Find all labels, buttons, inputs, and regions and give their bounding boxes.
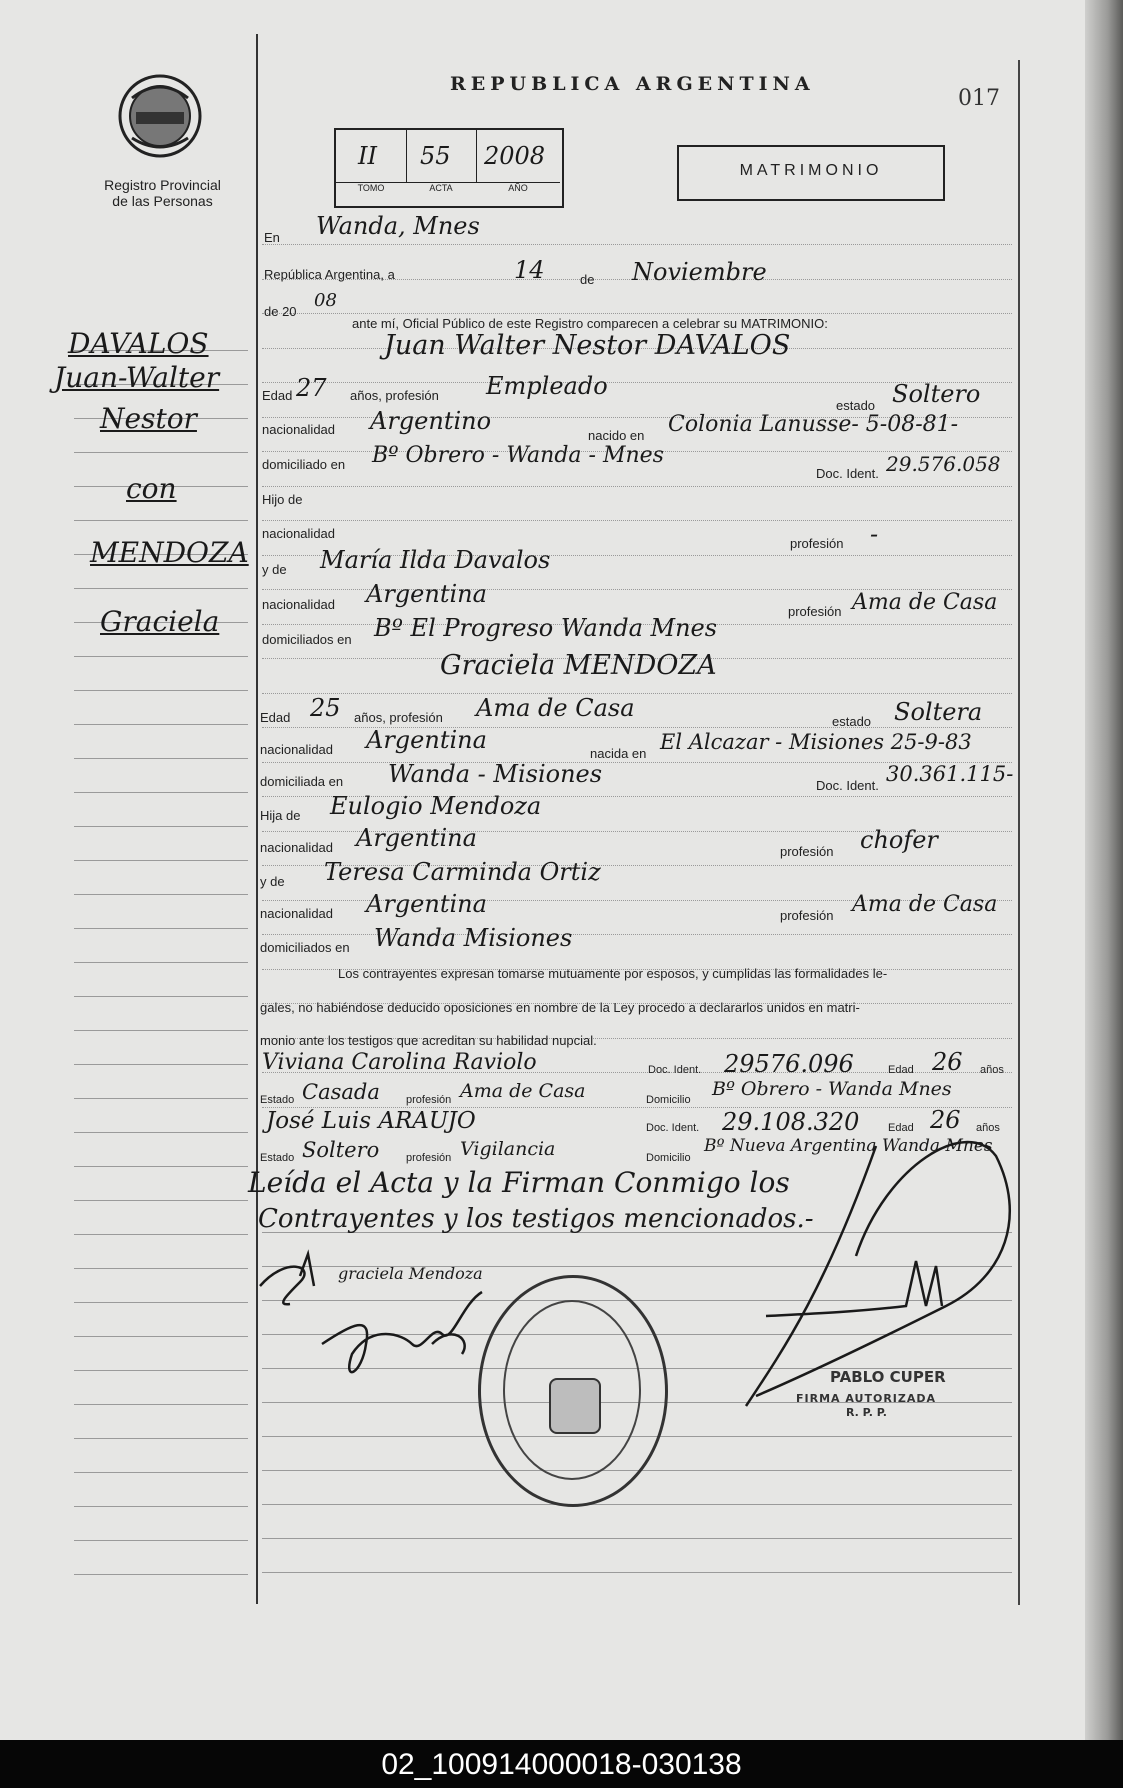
day-value: 14 <box>514 256 545 284</box>
bride-nac-madre-label: nacionalidad <box>260 906 334 921</box>
ruled-line <box>74 520 248 521</box>
groom-nacionalidad: Argentino <box>370 407 492 435</box>
groom-edad-label: Edad <box>262 388 293 403</box>
margin-given-groom: Juan-Walter <box>54 361 220 394</box>
ruled-line <box>262 486 1012 487</box>
groom-dom-padres: Bº El Progreso Wanda Mnes <box>374 614 718 642</box>
witness1-dom-label: Domicilio <box>646 1094 691 1106</box>
witness1-prof-label: profesión <box>406 1094 452 1106</box>
groom-doc: 29.576.058 <box>886 452 1001 476</box>
intro-statement: ante mí, Oficial Público de este Registro comparecen a celebrar su MATRIMONIO: <box>352 316 828 331</box>
witness2-prof-label: profesión <box>406 1152 452 1164</box>
ruled-line <box>74 588 248 589</box>
official-abbr: R. P. P. <box>846 1406 887 1419</box>
groom-nac-padre-label: nacionalidad <box>262 526 336 541</box>
acta-value: 55 <box>420 142 451 170</box>
groom-hijo-label: Hijo de <box>262 492 303 507</box>
ruled-line <box>74 792 248 793</box>
page-edge <box>1085 0 1123 1740</box>
ruled-line <box>74 1574 248 1575</box>
anio-cell <box>476 130 560 182</box>
act-type-box <box>677 145 945 201</box>
en-label: En <box>264 230 280 245</box>
margin-divider <box>256 34 258 1604</box>
ruled-line <box>262 244 1012 245</box>
witness2-estado-label: Estado <box>260 1152 295 1164</box>
groom-prof-padre-label: profesión <box>790 536 844 551</box>
ruled-line <box>74 758 248 759</box>
tomo-value: II <box>358 142 377 170</box>
margin-middle-groom: Nestor <box>100 402 197 435</box>
registry-line-2: de las Personas <box>112 193 213 209</box>
witness2-name: José Luis ARAUJO <box>266 1108 476 1134</box>
groom-domp-label: domiciliados en <box>262 632 352 647</box>
stamp-inner-ring <box>503 1300 641 1480</box>
year-label: de 20 <box>264 304 297 319</box>
groom-estado: Soltero <box>892 380 981 408</box>
ruled-line <box>74 1166 248 1167</box>
ruled-line <box>74 1472 248 1473</box>
groom-name: Juan Walter Nestor DAVALOS <box>384 330 791 361</box>
closing-line-1: Leída el Acta y la Firman Conmigo los <box>248 1166 790 1199</box>
bride-prof-padre-label: profesión <box>780 844 834 859</box>
ruled-line <box>74 1030 248 1031</box>
bride-nac-label: nacionalidad <box>260 742 334 757</box>
ruled-line <box>74 996 248 997</box>
groom-nac-label: nacionalidad <box>262 422 336 437</box>
ruled-line <box>74 1132 248 1133</box>
bride-edad-label: Edad <box>260 710 291 725</box>
tomo-label: TOMO <box>336 182 406 207</box>
ruled-line <box>74 1438 248 1439</box>
closing-line-2: Contrayentes y los testigos mencionados.- <box>258 1204 814 1234</box>
act-number-box <box>334 128 564 208</box>
witness2-edad-label: Edad <box>888 1122 914 1134</box>
bride-nac-madre: Argentina <box>366 890 487 918</box>
margin-connector: con <box>126 472 177 505</box>
declaration-line-2: gales, no habiéndose deducido oposiciones en nombre de la Ley procedo a declararlos unidos en matri- <box>260 1000 860 1015</box>
month-value: Noviembre <box>632 258 767 286</box>
document-id: 02_100914000018-030138 <box>381 1748 742 1781</box>
bride-profesion: Ama de Casa <box>476 694 635 722</box>
bride-edad: 25 <box>310 694 341 722</box>
act-type-label: MATRIMONIO <box>739 162 883 179</box>
folio-number: 017 <box>958 86 1000 111</box>
country-title: REPUBLICA ARGENTINA <box>450 73 815 95</box>
witness2-profesion: Vigilancia <box>460 1138 556 1160</box>
groom-doc-label: Doc. Ident. <box>816 466 879 481</box>
bride-prof-madre: Ama de Casa <box>852 892 998 917</box>
witness2-edad: 26 <box>930 1106 961 1134</box>
groom-profesion: Empleado <box>486 372 608 400</box>
groom-nac-madre: Argentina <box>366 580 487 608</box>
bride-domicilio: Wanda - Misiones <box>388 760 603 788</box>
bride-dom-padres: Wanda Misiones <box>374 924 573 952</box>
ruled-line <box>74 826 248 827</box>
ruled-line <box>74 656 248 657</box>
registry-name <box>95 177 230 209</box>
witness1-name: Viviana Carolina Raviolo <box>262 1050 537 1075</box>
ruled-line <box>74 962 248 963</box>
groom-nacido-en: Colonia Lanusse- 5-08-81- <box>668 412 959 437</box>
official-name: PABLO CUPER <box>830 1368 946 1386</box>
ruled-line <box>74 1506 248 1507</box>
ruled-line <box>74 928 248 929</box>
ruled-line <box>262 313 1012 314</box>
anio-value: 2008 <box>484 142 546 170</box>
bride-nacida-en: El Alcazar - Misiones 25-9-83 <box>660 730 972 754</box>
bride-signature-text: graciela Mendoza <box>338 1264 483 1283</box>
ruled-line <box>262 1572 1012 1573</box>
bride-yde-label: y de <box>260 874 285 889</box>
groom-edad: 27 <box>296 374 327 402</box>
groom-dom-label: domiciliado en <box>262 457 346 472</box>
bride-estado: Soltera <box>894 698 983 726</box>
ruled-line <box>74 1540 248 1541</box>
groom-domicilio: Bº Obrero - Wanda - Mnes <box>372 443 664 468</box>
stamp-emblem-icon <box>549 1378 601 1434</box>
witness1-doc-label: Doc. Ident. <box>648 1064 702 1076</box>
acta-cell <box>406 130 477 182</box>
witness1-edad: 26 <box>932 1048 963 1076</box>
margin-given-bride: Graciela <box>100 605 220 638</box>
provincial-seal-icon <box>112 68 208 164</box>
bride-dom-label: domiciliada en <box>260 774 344 789</box>
ruled-line <box>74 1064 248 1065</box>
margin-surname-bride: MENDOZA <box>90 536 249 569</box>
bride-nacionalidad: Argentina <box>366 726 487 754</box>
witness2-doc: 29.108.320 <box>722 1108 860 1136</box>
bride-estado-label: estado <box>832 714 872 729</box>
ruled-line <box>262 1504 1012 1505</box>
bride-nac-padre-label: nacionalidad <box>260 840 334 855</box>
ruled-line <box>74 1404 248 1405</box>
bride-name: Graciela MENDOZA <box>440 650 717 681</box>
witness1-profesion: Ama de Casa <box>460 1080 586 1102</box>
groom-nacido-label: nacido en <box>588 428 645 443</box>
tomo-cell <box>336 130 407 182</box>
groom-yde-label: y de <box>262 562 287 577</box>
bride-prof-padre: chofer <box>860 826 938 854</box>
witness1-anos-label: años <box>980 1064 1004 1076</box>
registry-stamp-icon <box>478 1275 668 1507</box>
groom-prof-madre: Ama de Casa <box>852 590 998 615</box>
ruled-line <box>74 1234 248 1235</box>
ruled-line <box>74 690 248 691</box>
margin-surname-groom: DAVALOS <box>68 327 209 360</box>
witness1-estado: Casada <box>302 1080 380 1104</box>
declaration-line-1: Los contrayentes expresan tomarse mutuamente por esposos, y cumplidas las formalidades le- <box>338 966 888 981</box>
bride-madre: Teresa Carminda Ortiz <box>324 858 601 886</box>
ruled-line <box>74 1098 248 1099</box>
republica-label: República Argentina, a <box>264 267 395 282</box>
ruled-line <box>74 860 248 861</box>
witness2-estado: Soltero <box>302 1138 380 1162</box>
groom-madre: María Ilda Davalos <box>320 546 551 574</box>
bride-nacida-label: nacida en <box>590 746 647 761</box>
groom-estado-label: estado <box>836 398 876 413</box>
de-label: de <box>580 272 595 287</box>
ruled-line <box>74 1302 248 1303</box>
bride-doc-label: Doc. Ident. <box>816 778 879 793</box>
ruled-line <box>74 1336 248 1337</box>
bride-prof-madre-label: profesión <box>780 908 834 923</box>
ruled-line <box>262 693 1012 694</box>
ruled-line <box>74 894 248 895</box>
bride-hija-label: Hija de <box>260 808 301 823</box>
ruled-line <box>262 520 1012 521</box>
acta-label: ACTA <box>406 182 476 207</box>
ruled-line <box>262 1538 1012 1539</box>
en-value: Wanda, Mnes <box>316 212 480 240</box>
witness1-domicilio: Bº Obrero - Wanda Mnes <box>712 1078 952 1100</box>
anio-label: AÑO <box>476 182 560 207</box>
witness2-domicilio: Bº Nueva Argentina Wanda Mnes <box>704 1136 993 1156</box>
ruled-line <box>74 452 248 453</box>
bride-doc: 30.361.115- <box>886 762 1014 786</box>
ruled-line <box>74 1268 248 1269</box>
witness2-anos-label: años <box>976 1122 1000 1134</box>
bride-domp-label: domiciliados en <box>260 940 350 955</box>
ruled-line <box>74 724 248 725</box>
groom-nac-madre-label: nacionalidad <box>262 597 336 612</box>
ruled-line <box>74 1370 248 1371</box>
ruled-line <box>74 1200 248 1201</box>
official-title: FIRMA AUTORIZADA <box>796 1392 937 1405</box>
bride-padre: Eulogio Mendoza <box>330 792 542 820</box>
bride-nac-padre: Argentina <box>356 824 477 852</box>
witness1-doc: 29576.096 <box>724 1050 854 1078</box>
bride-profesion-label: años, profesión <box>354 710 443 725</box>
declaration-line-3: monio ante los testigos que acreditan su habilidad nupcial. <box>260 1033 597 1048</box>
witness1-edad-label: Edad <box>888 1064 914 1076</box>
year-value: 08 <box>314 290 337 311</box>
witness2-dom-label: Domicilio <box>646 1152 691 1164</box>
groom-prof-padre: - <box>870 520 879 548</box>
witness2-doc-label: Doc. Ident. <box>646 1122 700 1134</box>
groom-profesion-label: años, profesión <box>350 388 439 403</box>
groom-prof-madre-label: profesión <box>788 604 842 619</box>
registry-line-1: Registro Provincial <box>104 177 221 193</box>
witness1-estado-label: Estado <box>260 1094 295 1106</box>
